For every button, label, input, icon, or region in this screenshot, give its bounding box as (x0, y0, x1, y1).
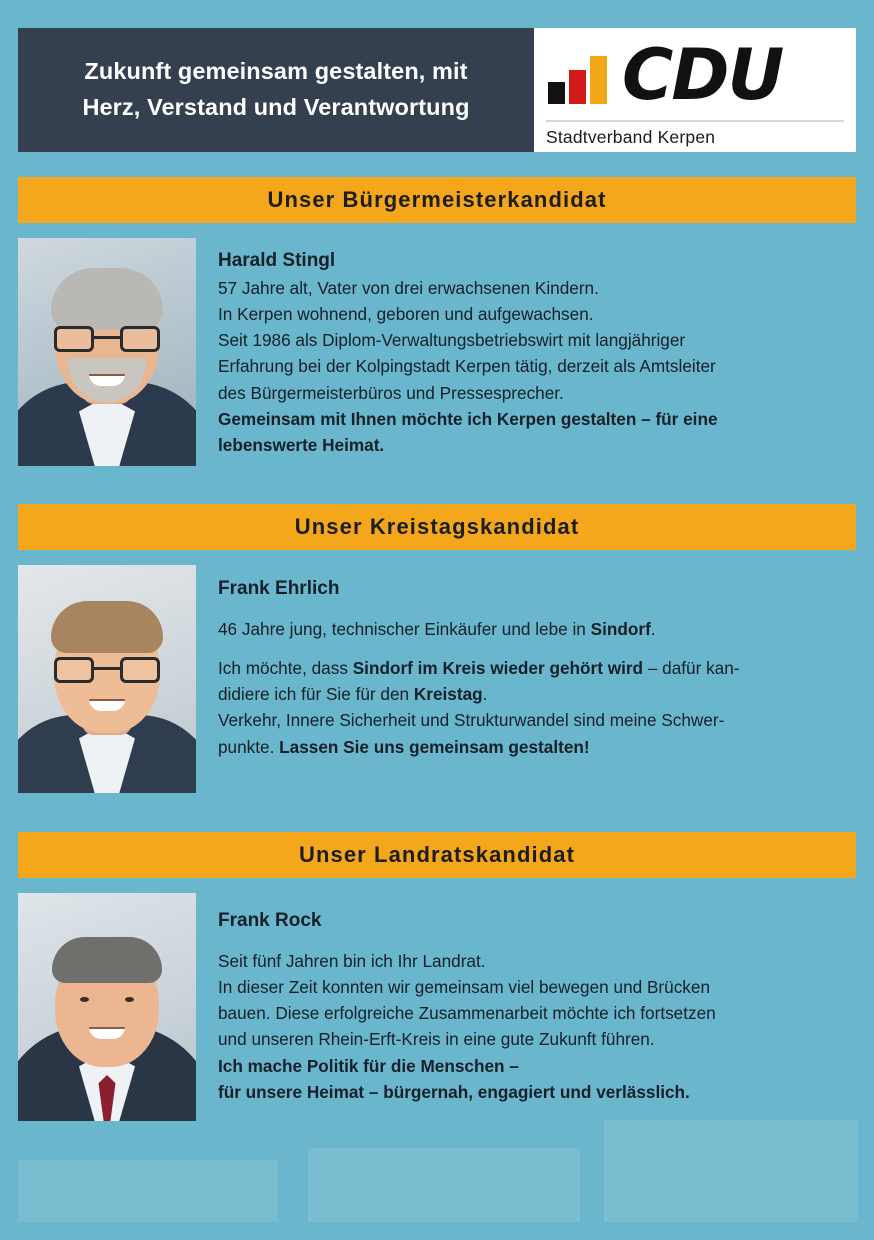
candidate-line-bold: lebenswerte Heimat. (218, 434, 385, 455)
header-slogan (18, 28, 534, 152)
candidate-photo-harald-stingl (18, 238, 196, 466)
cdu-logo (534, 28, 856, 152)
header-slogan-line-1: Zukunft gemeinsam gestalten, mit (84, 58, 468, 85)
header-slogan-line-2: Herz, Verstand und Verantwortung (82, 94, 470, 120)
section-banner-label: Unser Bürgermeisterkandidat (267, 187, 607, 212)
candidate-line: Ich möchte, dass Sindorf im Kreis wieder gehört wird – dafür kan- (218, 658, 740, 679)
candidate-line: punkte. Lassen Sie uns gemeinsam gestalten! (218, 736, 590, 757)
candidate-line: und unseren Rhein-Erft-Kreis in eine gute Zukunft führen. (218, 1029, 655, 1050)
candidate-name: Frank Rock (218, 910, 322, 931)
candidate-line: des Bürgermeisterbüros und Pressesprecher. (218, 382, 564, 403)
cdu-bars-icon (548, 52, 620, 104)
candidate-line: Seit 1986 als Diplom-Verwaltungsbetriebswirt mit langjähriger (218, 330, 686, 351)
candidate-description (218, 603, 868, 760)
section-banner-landratskandidat (18, 832, 856, 878)
candidate-line: Erfahrung bei der Kolpingstadt Kerpen tätig, derzeit als Amtsleiter (218, 356, 716, 377)
candidate-block-frank-rock (218, 910, 868, 1105)
cdu-logo-subtitle: Stadtverband Kerpen (546, 126, 716, 147)
section-banner-kreistagskandidat (18, 504, 856, 550)
candidate-photo-frank-ehrlich (18, 565, 196, 793)
candidate-line-bold: Gemeinsam mit Ihnen möchte ich Kerpen gestalten – für eine (218, 408, 718, 429)
candidate-line: 57 Jahre alt, Vater von drei erwachsenen Kindern. (218, 278, 599, 298)
section-banner-buergermeisterkandidat (18, 177, 856, 223)
candidate-line: Seit fünf Jahren bin ich Ihr Landrat. (218, 951, 486, 971)
candidate-block-harald-stingl (218, 250, 858, 458)
section-banner-label: Unser Kreistagskandidat (294, 514, 580, 539)
cdu-logo-subtitle-bar (546, 120, 844, 152)
candidate-line-bold: für unsere Heimat – bürgernah, engagiert und verlässlich. (218, 1081, 690, 1102)
candidate-line: In dieser Zeit konnten wir gemeinsam viel bewegen und Brücken (218, 977, 711, 998)
decorative-box-center (308, 1148, 580, 1222)
decorative-box-right (604, 1120, 858, 1222)
candidate-description (218, 935, 868, 1105)
candidate-name: Harald Stingl (218, 250, 336, 271)
cdu-logo-main (534, 28, 856, 120)
candidate-line: Verkehr, Innere Sicherheit und Strukturwandel sind meine Schwer- (218, 710, 725, 731)
decorative-box-left (18, 1160, 278, 1222)
candidate-line: didiere ich für Sie für den Kreistag. (218, 684, 488, 705)
cdu-wordmark: CDU (622, 34, 783, 116)
candidate-name: Frank Ehrlich (218, 578, 340, 599)
candidate-line: 46 Jahre jung, technischer Einkäufer und lebe in Sindorf. (218, 619, 656, 639)
candidate-block-frank-ehrlich (218, 578, 868, 760)
candidate-description (218, 275, 858, 458)
candidate-line: In Kerpen wohnend, geboren und aufgewachsen. (218, 304, 594, 325)
candidate-photo-frank-rock (18, 893, 196, 1121)
candidate-line: bauen. Diese erfolgreiche Zusammenarbeit möchte ich fortsetzen (218, 1003, 716, 1024)
header (18, 28, 856, 152)
section-banner-label: Unser Landratskandidat (298, 842, 576, 867)
candidate-line-bold: Ich mache Politik für die Menschen – (218, 1055, 519, 1076)
